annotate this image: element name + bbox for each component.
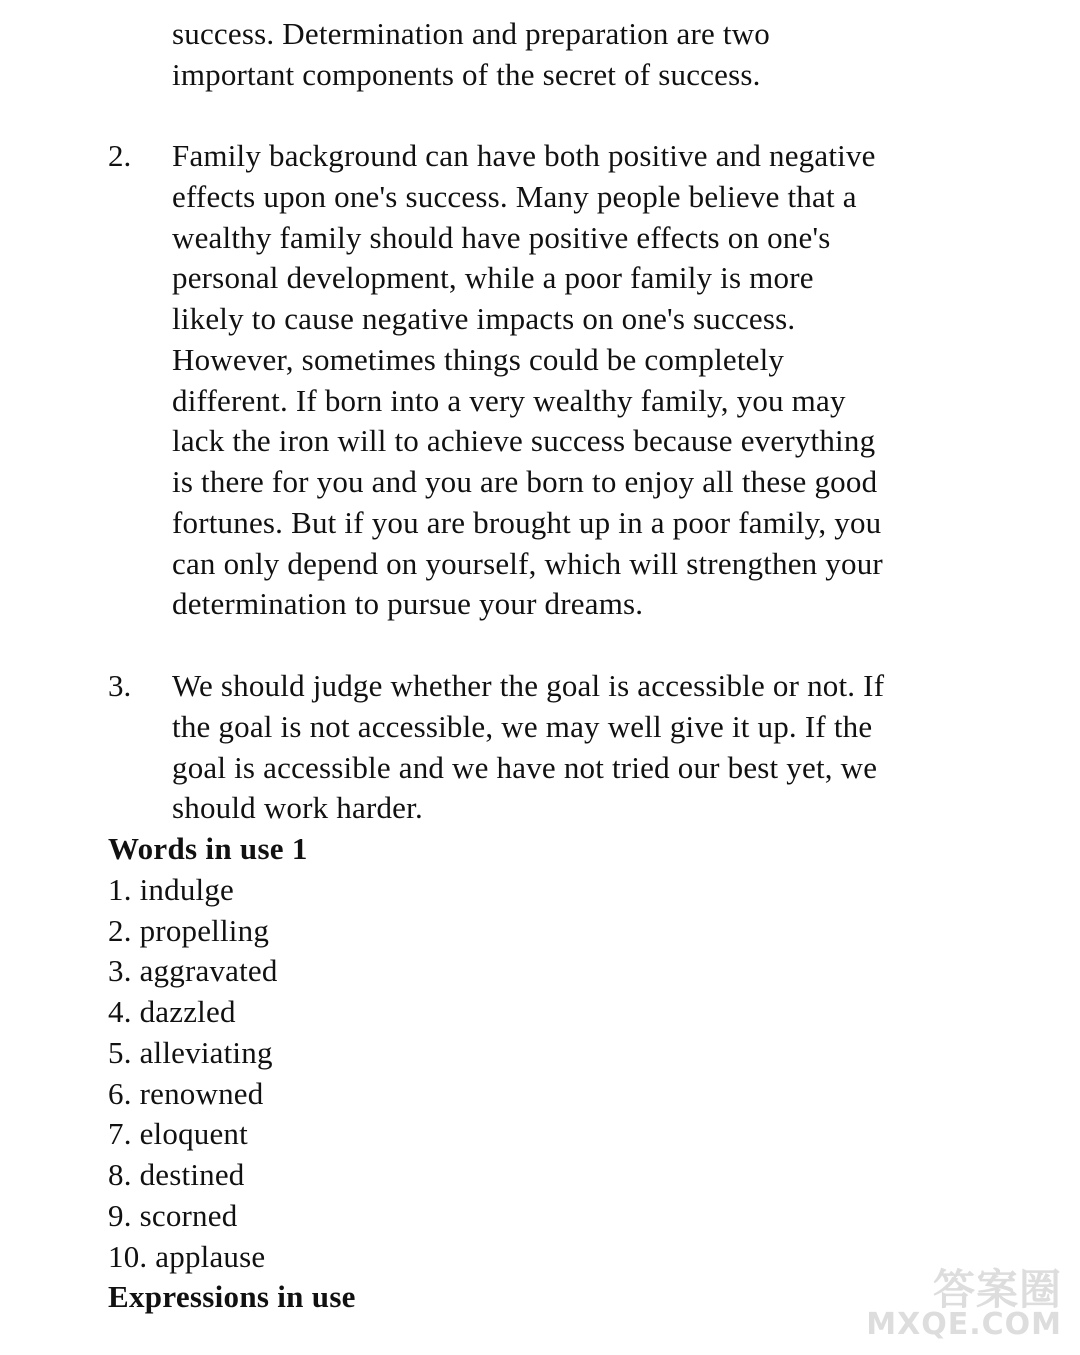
watermark-en-text: MXQE.COM: [866, 1307, 1062, 1342]
item-2-line-11: can only depend on yourself, which will strengthen your: [172, 546, 883, 581]
word-item: 1. indulge: [108, 872, 234, 907]
watermark-cn-text: 答案圈: [932, 1265, 1062, 1314]
word-item: 2. propelling: [108, 913, 270, 948]
expressions-in-use-heading: Expressions in use: [108, 1279, 356, 1314]
item-2-line-2: effects upon one's success. Many people believe that a: [172, 179, 857, 214]
item-3-line-4: should work harder.: [172, 790, 423, 825]
word-item: 3. aggravated: [108, 953, 278, 988]
item-2-line-3: wealthy family should have positive effects on one's: [172, 220, 831, 255]
word-item: 9. scorned: [108, 1198, 238, 1233]
item-3-line-1: We should judge whether the goal is accessible or not. If: [172, 668, 885, 703]
paragraph-1-line-2: important components of the secret of success.: [172, 57, 761, 92]
item-2-line-12: determination to pursue your dreams.: [172, 586, 644, 621]
watermark-logo: [866, 1257, 1062, 1349]
item-3-line-3: goal is accessible and we have not tried our best yet, we: [172, 750, 878, 785]
word-item: 6. renowned: [108, 1076, 264, 1111]
item-2-line-8: lack the iron will to achieve success because everything: [172, 423, 876, 458]
item-2-line-4: personal development, while a poor family is more: [172, 260, 814, 295]
words-in-use-heading: Words in use 1: [108, 831, 308, 866]
word-item: 7. eloquent: [108, 1116, 248, 1151]
item-3-number: 3.: [108, 668, 132, 703]
word-item: 4. dazzled: [108, 994, 236, 1029]
item-2-line-9: is there for you and you are born to enjoy all these good: [172, 464, 878, 499]
item-2-line-1: Family background can have both positive and negative: [172, 138, 876, 173]
word-item: 10. applause: [108, 1239, 266, 1274]
word-item: 8. destined: [108, 1157, 245, 1192]
item-2-number: 2.: [108, 138, 132, 173]
paragraph-1-line-1: success. Determination and preparation are two: [172, 16, 770, 51]
item-2-line-5: likely to cause negative impacts on one's success.: [172, 301, 796, 336]
word-item: 5. alleviating: [108, 1035, 273, 1070]
item-2-line-10: fortunes. But if you are brought up in a poor family, you: [172, 505, 882, 540]
item-2-line-6: However, sometimes things could be completely: [172, 342, 785, 377]
item-2-line-7: different. If born into a very wealthy family, you may: [172, 383, 846, 418]
item-3-line-2: the goal is not accessible, we may well give it up. If the: [172, 709, 873, 744]
